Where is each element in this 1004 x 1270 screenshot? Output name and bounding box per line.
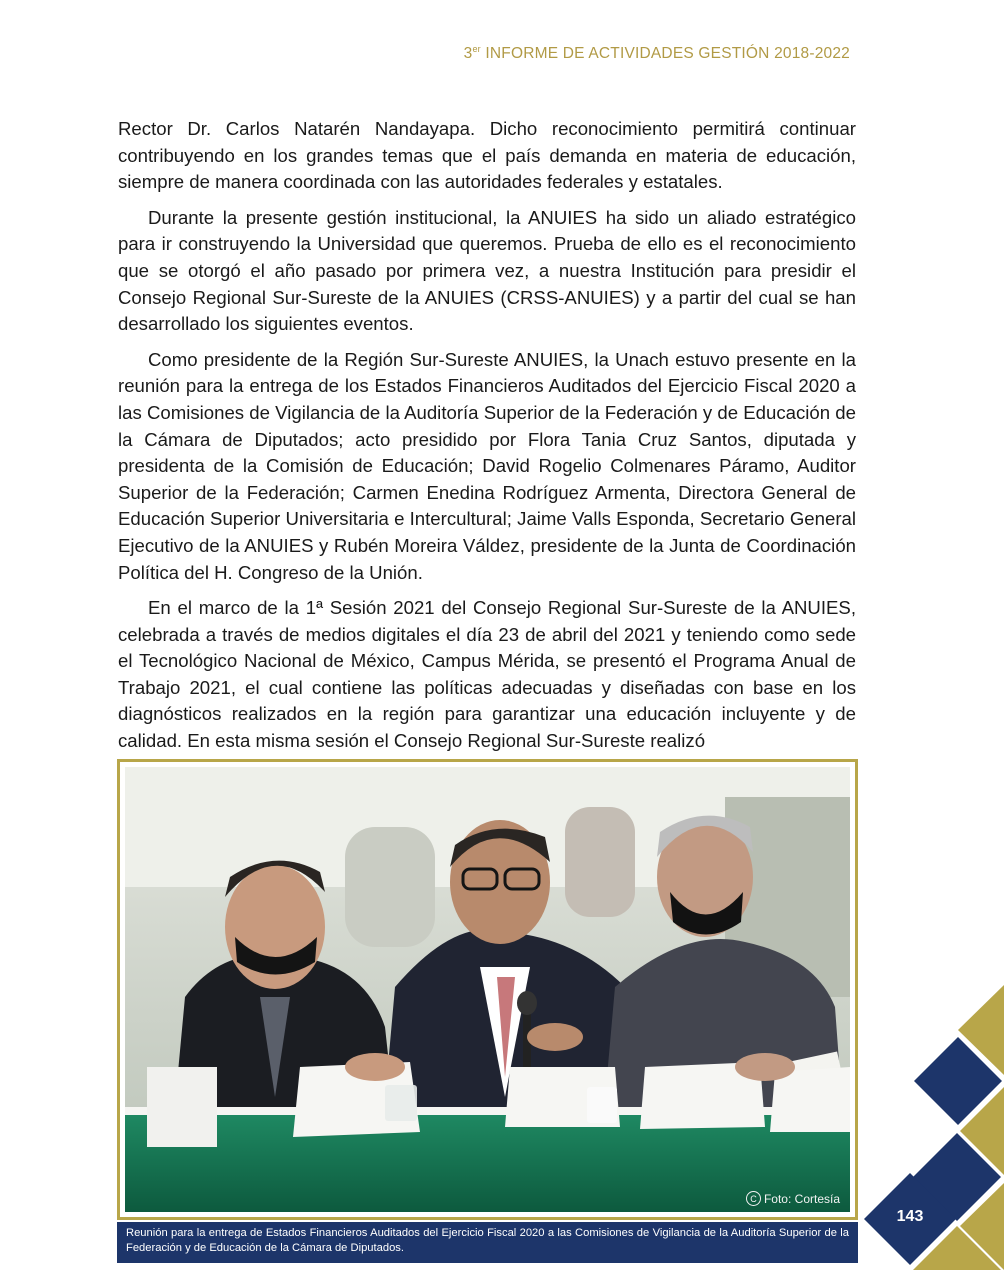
paragraph: Como presidente de la Región Sur-Sureste ANUIES, la Unach estuvo presente en la reunión para la entrega de los Estados Financieros Auditados del Ejercicio Fiscal 2020 a las Comisiones de Vigilancia de la Auditoría Superior de la Federación y de Educación de la Cámara de Diputados; acto presidido por Flora Tania Cruz Santos, diputada y presidenta de la Comisión de Educación; David Rogelio Colmenares Páramo, Auditor Superior de la Federación; Carmen Enedina Rodríguez Armenta, Directora General de Educación Superior Universitaria e Intercultural; Jaime Valls Esponda, Secretario General Ejecutivo de la ANUIES y Rubén Moreira Váldez, presidente de la Junta de Coordinación Política del H. Congreso de la Unión.: [118, 348, 856, 583]
photo-caption: Reunión para la entrega de Estados Financieros Auditados del Ejercicio Fiscal 2020 a las Comisiones de Vigilancia de la Auditoría Superior de la Federación y de Educación de la Cámara de Diputados.: [117, 1222, 858, 1263]
paragraph: Rector Dr. Carlos Natarén Nandayapa. Dicho reconocimiento permitirá continuar contribuyendo en los grandes temas que el país demanda en materia de educación, siempre de manera coordinada con las autoridades federales y estatales.: [118, 118, 856, 193]
paragraph: En el marco de la 1ª Sesión 2021 del Consejo Regional Sur-Sureste de la ANUIES, celebrada a través de medios digitales el día 23 de abril del 2021 y teniendo como sede el Tecnológico Nacional de México, Campus Mérida, se presentó el Programa Anual de Trabajo 2021, el cual contiene las políticas adecuadas y diseñadas con base en los diagnósticos realizados en la región para garantizar una educación incluyente y de calidad. En esta misma sesión el Consejo Regional Sur-Sureste realizó: [118, 597, 856, 752]
header-title: INFORME DE ACTIVIDADES GESTIÓN 2018-2022: [480, 45, 850, 63]
paragraph: Durante la presente gestión institucional, la ANUIES ha sido un aliado estratégico para ir construyendo la Universidad que queremos. Prueba de ello es el reconocimiento que se otorgó el año pasado por primera vez, a nuestra Institución para presidir el Consejo Regional Sur-Sureste de la ANUIES (CRSS-ANUIES) y a partir del cual se han desarrollado los siguientes eventos.: [118, 206, 856, 335]
page-number: 143: [896, 1208, 924, 1225]
copyright-icon: C: [746, 1191, 761, 1206]
header-ordinal: 3: [463, 45, 473, 63]
header-superscript: er: [472, 44, 481, 54]
photo-credit-text: Foto: Cortesía: [763, 1191, 840, 1206]
